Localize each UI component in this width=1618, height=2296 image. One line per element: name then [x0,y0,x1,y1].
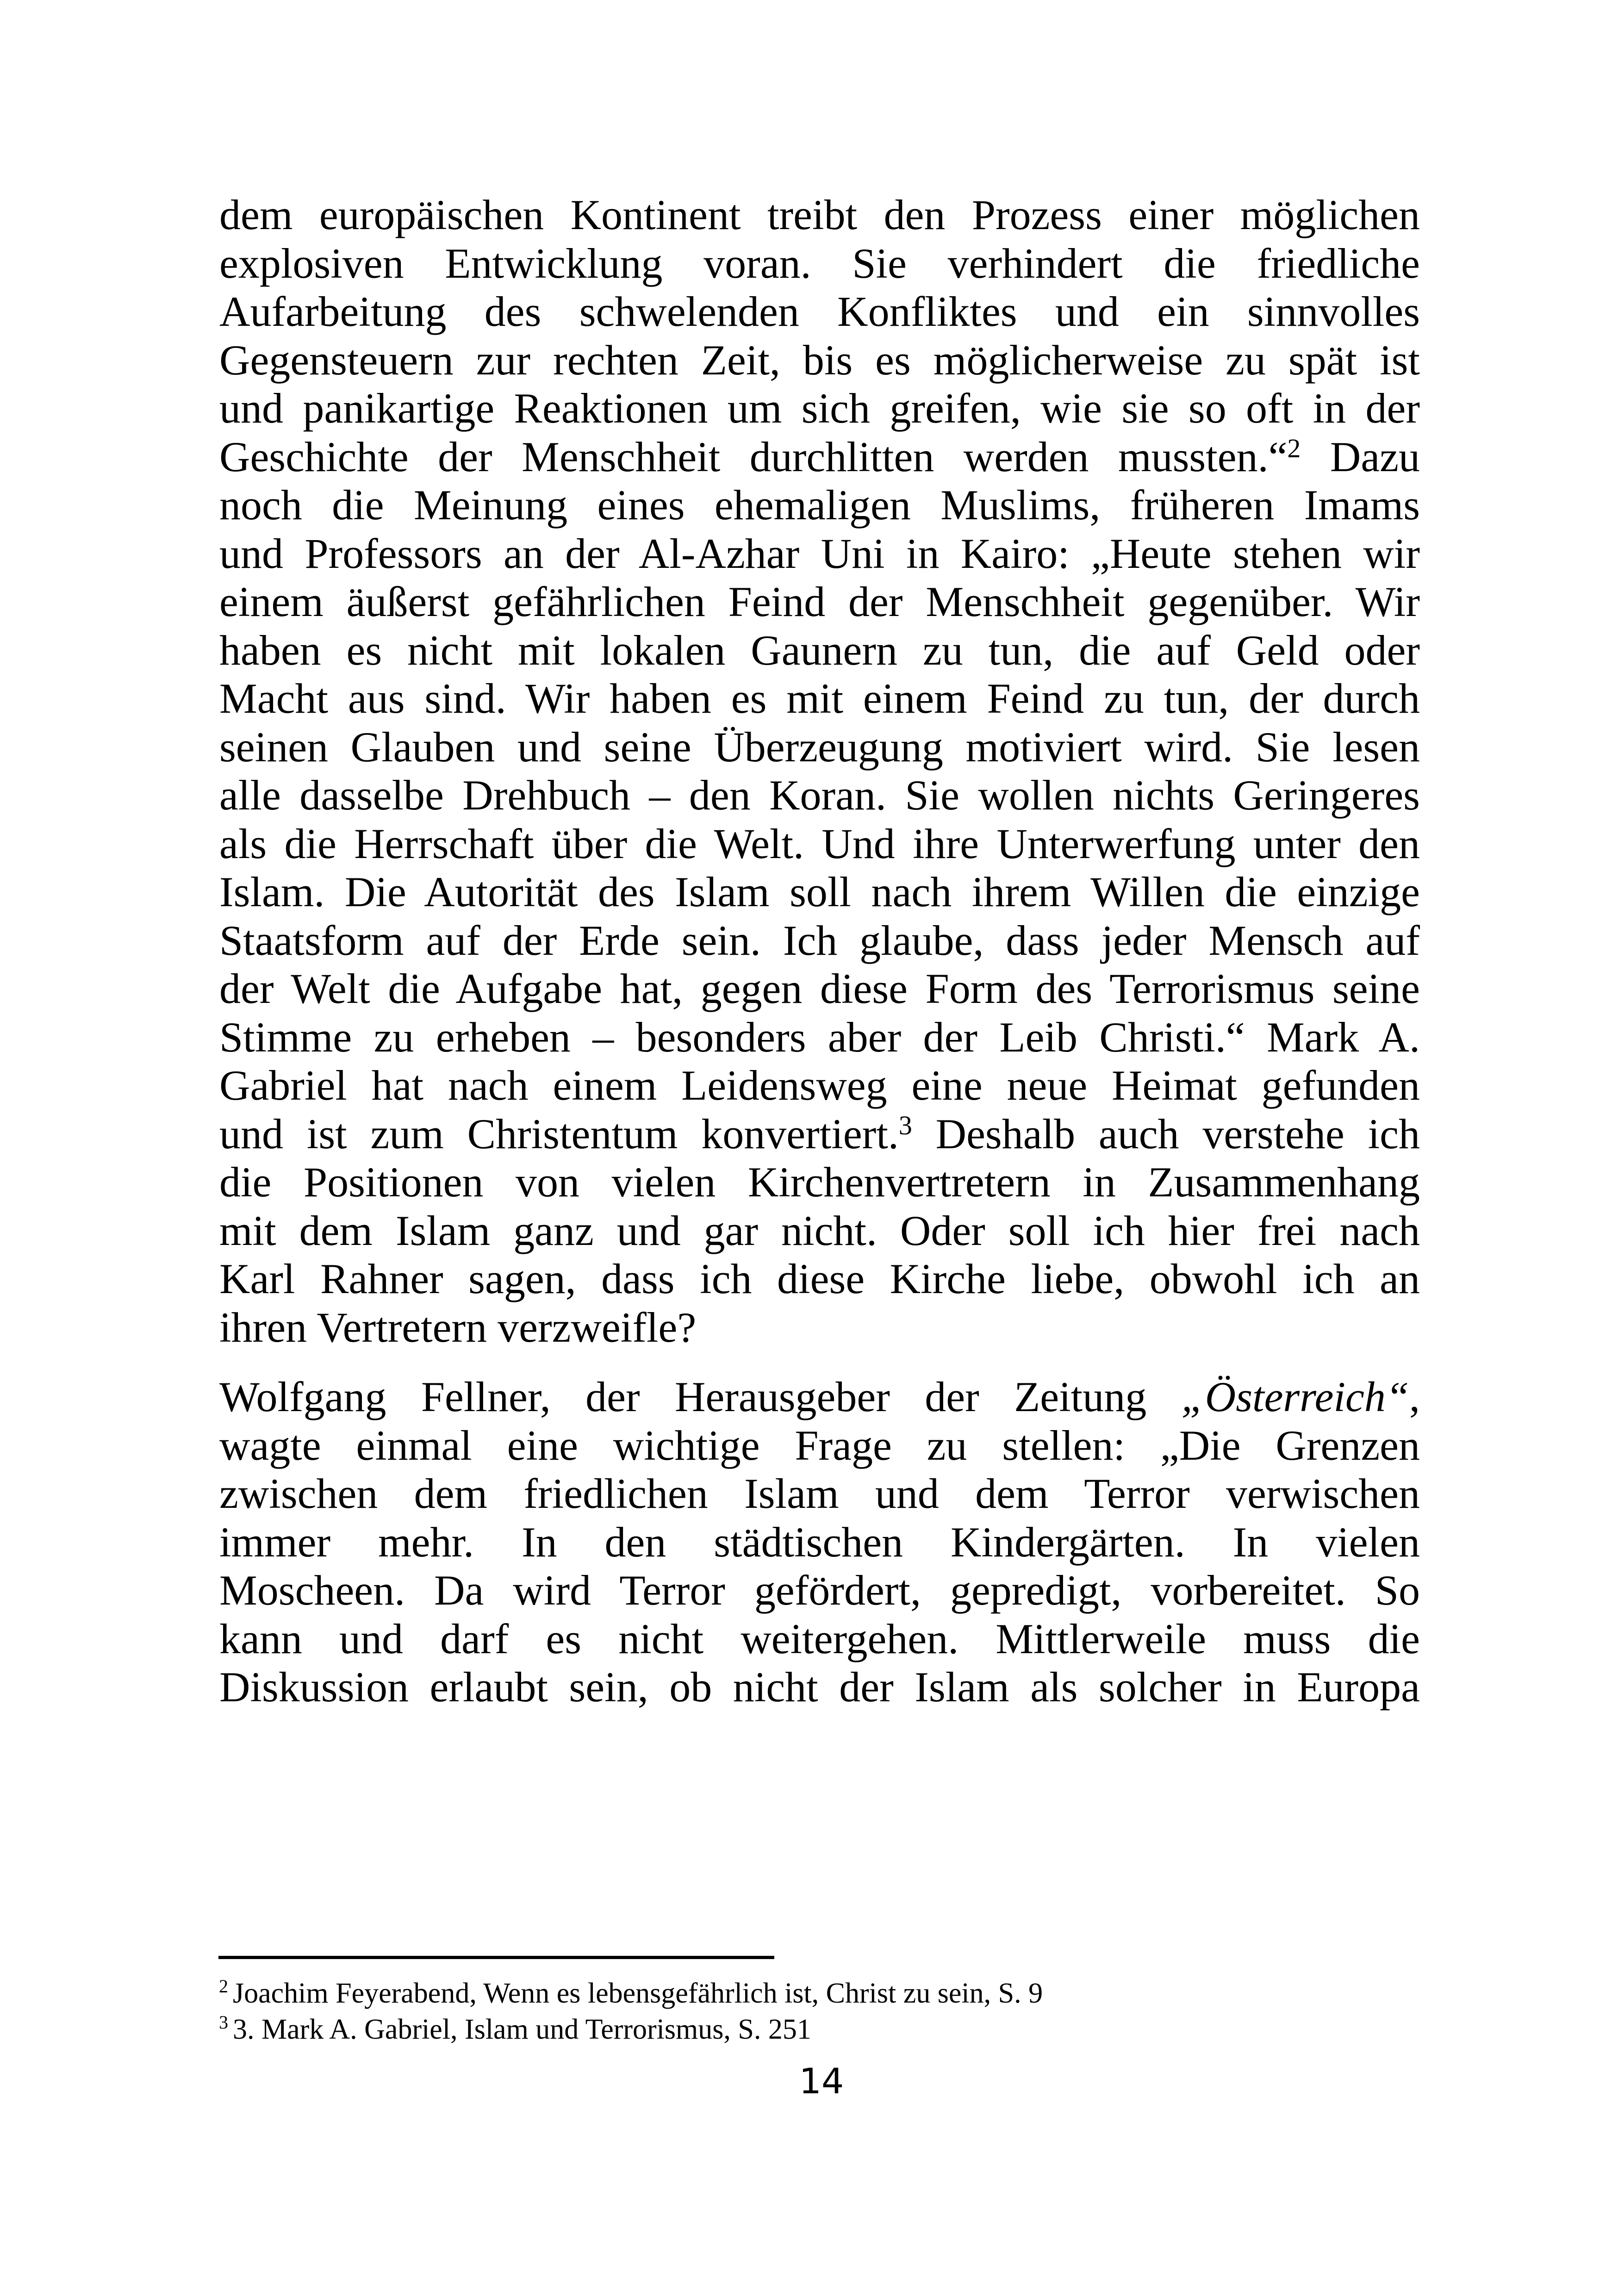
text-line [219,1110,1420,1158]
text-line: Staatsform auf der Erde sein. Ich glaube, dass jeder Mensch auf [219,916,1420,964]
text-segment: , [1409,1373,1420,1420]
text-line: Gabriel hat nach einem Leidensweg eine neue Heimat gefunden [219,1062,1420,1109]
text-line: ihren Vertretern verzweifle? [219,1303,697,1351]
text-line: zwischen dem friedlichen Islam und dem Terror verwischen [219,1470,1420,1517]
footnote-reference-3[interactable]: 3 [898,1110,912,1140]
text-line: einem äußerst gefährlichen Feind der Menschheit gegenüber. Wir [219,578,1420,625]
text-line: noch die Meinung eines ehemaligen Muslims, früheren Imams [219,481,1420,529]
text-line: Gegensteuern zur rechten Zeit, bis es möglicherweise zu spät ist [219,336,1420,384]
text-line: Moscheen. Da wird Terror gefördert, gepredigt, vorbereitet. So [219,1567,1420,1614]
text-line: Macht aus sind. Wir haben es mit einem Feind zu tun, der durch [219,675,1420,722]
text-line: kann und darf es nicht weitergehen. Mittlerweile muss die [219,1615,1420,1662]
footnote-reference-2[interactable]: 2 [1287,433,1301,463]
text-line: Stimme zu erheben – besonders aber der Leib Christi.“ Mark A. [219,1013,1420,1061]
text-segment: und ist zum Christentum konvertiert. [219,1110,899,1157]
text-line: immer mehr. In den städtischen Kindergärten. In vielen [219,1518,1420,1566]
text-segment: Wolfgang Fellner, der Herausgeber der Zeitung [219,1373,1182,1420]
text-segment: Geschichte der Menschheit durchlitten werden mussten.“ [219,433,1288,480]
text-line [219,433,1420,481]
footnote-separator [218,1956,774,1959]
footnotes [219,1975,1422,2047]
text-line: wagte einmal eine wichtige Frage zu stellen: „Die Grenzen [219,1421,1420,1469]
footnote-text: 3. Mark A. Gabriel, Islam und Terrorismus, S. 251 [233,2014,811,2045]
text-line: haben es nicht mit lokalen Gaunern zu tun, die auf Geld oder [219,626,1420,674]
text-line: Diskussion erlaubt sein, ob nicht der Islam als solcher in Europa [219,1663,1420,1711]
text-line [219,1373,1420,1421]
text-line: Karl Rahner sagen, dass ich diese Kirche liebe, obwohl ich an [219,1255,1420,1302]
footnote-text: Joachim Feyerabend, Wenn es lebensgefährlich ist, Christ zu sein, S. 9 [233,1978,1043,2009]
text-line: seinen Glauben und seine Überzeugung motiviert wird. Sie lesen [219,723,1420,771]
text-line: die Positionen von vielen Kirchenvertretern in Zusammenhang [219,1158,1420,1206]
text-line: als die Herrschaft über die Welt. Und ihre Unterwerfung unter den [219,820,1420,867]
body-text [219,191,1420,1711]
text-segment: Dazu [1301,433,1420,480]
text-line: und panikartige Reaktionen um sich greifen, wie sie so oft in der [219,385,1420,432]
text-line: und Professors an der Al-Azhar Uni in Kairo: „Heute stehen wir [219,529,1420,577]
footnote-mark: 3 [219,2012,228,2033]
text-line: alle dasselbe Drehbuch – den Koran. Sie wollen nichts Geringeres [219,772,1420,819]
footnote-3 [219,2011,1422,2047]
footnote-2 [219,1975,1422,2011]
text-line: dem europäischen Kontinent treibt den Prozess einer möglichen [219,191,1420,238]
text-line: der Welt die Aufgabe hat, gegen diese Form des Terrorismus seine [219,965,1420,1012]
text-segment: Deshalb auch verstehe ich [912,1110,1420,1157]
paragraph-2 [219,1373,1420,1711]
text-line: Aufarbeitung des schwelenden Konfliktes und ein sinnvolles [219,288,1420,335]
paragraph-1 [219,191,1420,1351]
text-line: mit dem Islam ganz und gar nicht. Oder soll ich hier frei nach [219,1207,1420,1254]
page-number: 14 [799,2060,844,2102]
text-line: explosiven Entwicklung voran. Sie verhindert die friedliche [219,239,1420,287]
newspaper-title: „Österreich“ [1181,1373,1409,1420]
footnote-mark: 2 [219,1976,228,1997]
text-line: Islam. Die Autorität des Islam soll nach ihrem Willen die einzige [219,868,1420,915]
